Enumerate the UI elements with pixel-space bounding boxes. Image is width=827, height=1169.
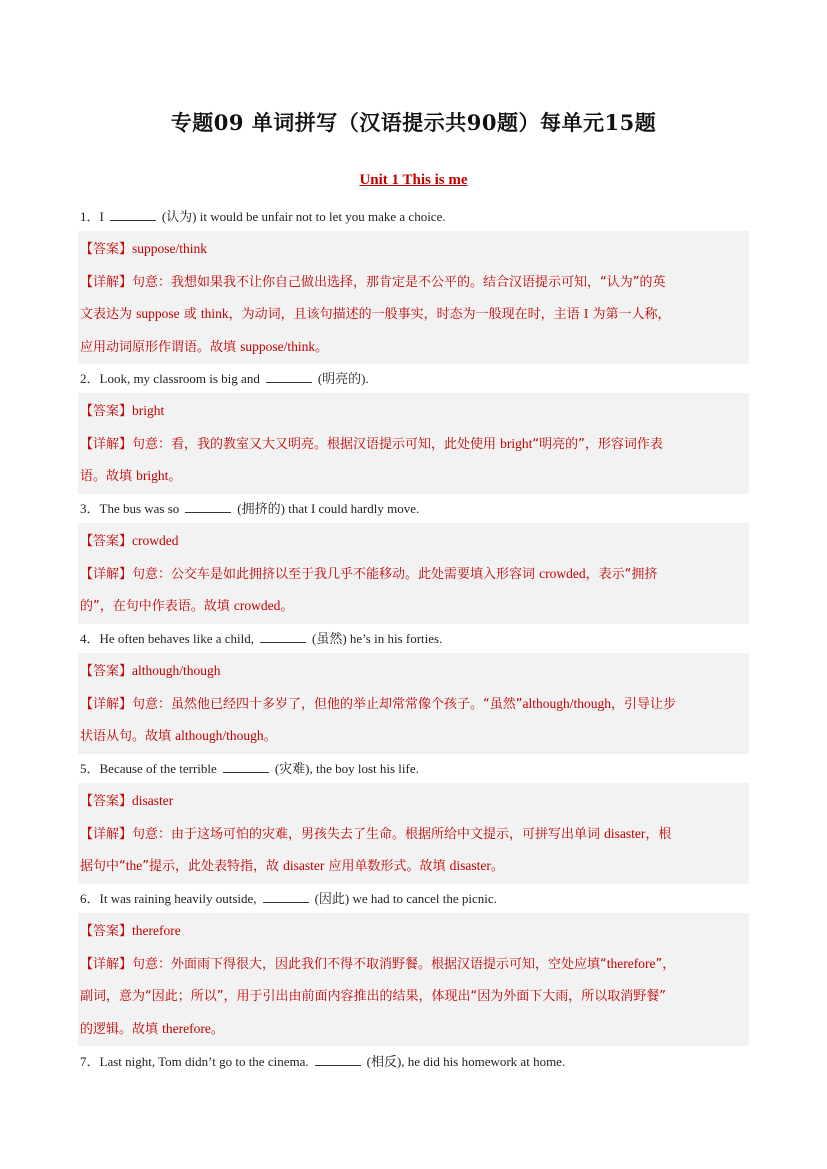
- answer-value: crowded: [132, 533, 179, 548]
- question-stem: [80, 758, 419, 777]
- explanation-text: 的逻辑。故填 therefore。: [80, 1020, 224, 1037]
- unit-heading: Unit 1 This is me: [359, 172, 468, 188]
- answer-value: therefore: [132, 923, 181, 938]
- explanation-label: 【详解】: [80, 956, 133, 972]
- explanation-line: [80, 303, 670, 322]
- page-title: 专题09 单词拼写（汉语提示共90题）每单元15题: [170, 110, 657, 135]
- answer-box: [78, 653, 749, 754]
- answer-label: 【答案】: [80, 404, 133, 419]
- explanation-line: [80, 595, 293, 614]
- explanation-line: [80, 433, 663, 452]
- answer-value: bright: [132, 403, 165, 418]
- answer-blank[interactable]: [315, 1054, 361, 1066]
- explanation-text: 文表达为 suppose 或 think，为动词，且该句描述的一般事实，时态为一般现在时，主语 I 为第一人称，: [80, 306, 671, 322]
- answer-box: [78, 913, 749, 1046]
- explanation-line: [80, 725, 277, 744]
- answer-line: [80, 660, 221, 679]
- explanation-line: [80, 953, 675, 972]
- explanation-line: [80, 985, 666, 1004]
- explanation-text: 状语从句。故填 although/though。: [80, 728, 277, 744]
- question-text: 5．Because of the terrible: [80, 761, 217, 776]
- question-hint: (拥挤的) that I could hardly move.: [237, 501, 420, 516]
- explanation-text: 句意：看，我的教室又大又明亮。根据汉语提示可知，此处使用 bright“明亮的”，形容词作表: [132, 435, 663, 452]
- answer-blank[interactable]: [223, 761, 269, 773]
- explanation-line: [80, 271, 666, 290]
- answer-blank[interactable]: [263, 891, 309, 903]
- explanation-text: 应用动词原形作谓语。故填 suppose/think。: [80, 338, 329, 355]
- explanation-text: 句意：公交车是如此拥挤以至于我几乎不能移动。此处需要填入形容词 crowded，表示“拥挤: [132, 565, 658, 582]
- explanation-line: [80, 693, 676, 712]
- explanation-line: [80, 336, 328, 355]
- question-hint: (明亮的).: [317, 371, 369, 386]
- question-stem: [80, 1051, 565, 1070]
- explanation-text: 的”，在句中作表语。故填 crowded。: [80, 598, 294, 614]
- answer-label: 【答案】: [80, 242, 133, 257]
- answer-box: [78, 523, 749, 624]
- question-hint: (因此) we had to cancel the picnic.: [314, 891, 497, 906]
- question-text: 3．The bus was so: [80, 501, 180, 516]
- question-stem: [80, 888, 497, 907]
- question-text: 1．I: [80, 209, 104, 224]
- explanation-label: 【详解】: [80, 826, 133, 842]
- explanation-text: 副词，意为“因此；所以”，用于引出由前面内容推出的结果，体现出“因为外面下大雨，所以取消野餐”: [80, 989, 666, 1004]
- question-stem: [80, 206, 446, 225]
- question-text: 2．Look, my classroom is big and: [80, 371, 260, 386]
- explanation-label: 【详解】: [80, 436, 133, 452]
- answer-label: 【答案】: [80, 664, 133, 679]
- question-stem: [80, 628, 442, 647]
- explanation-text: 句意：我想如果我不让你自己做出选择，那肯定是不公平的。结合汉语提示可知，“认为”的英: [132, 274, 666, 290]
- explanation-label: 【详解】: [80, 566, 133, 582]
- answer-label: 【答案】: [80, 534, 133, 549]
- answer-label: 【答案】: [80, 924, 133, 939]
- question-stem: [80, 498, 419, 517]
- answer-line: [80, 530, 179, 549]
- question-stem: [80, 368, 369, 387]
- answer-value: although/though: [132, 663, 221, 678]
- explanation-line: [80, 1018, 224, 1037]
- explanation-text: 句意：外面雨下得很大，因此我们不得不取消野餐。根据汉语提示可知，空处应填“therefore”，: [132, 955, 676, 972]
- answer-box: [78, 783, 749, 884]
- answer-blank[interactable]: [110, 209, 156, 221]
- question-text: 6．It was raining heavily outside,: [80, 891, 257, 906]
- explanation-text: 据句中“the”提示，此处表特指，故 disaster 应用单数形式。故填 disaster。: [80, 858, 504, 874]
- explanation-line: [80, 823, 671, 842]
- question-hint: (灾难), the boy lost his life.: [274, 761, 419, 776]
- question-hint: (虽然) he’s in his forties.: [312, 631, 443, 646]
- question-hint: (相反), he did his homework at home.: [366, 1054, 566, 1069]
- answer-line: [80, 400, 164, 419]
- answer-blank[interactable]: [266, 371, 312, 383]
- answer-blank[interactable]: [185, 501, 231, 513]
- answer-blank[interactable]: [260, 631, 306, 643]
- explanation-line: [80, 465, 181, 484]
- explanation-text: 语。故填 bright。: [80, 468, 182, 484]
- answer-line: [80, 920, 181, 939]
- explanation-label: 【详解】: [80, 696, 133, 712]
- answer-value: suppose/think: [132, 241, 208, 256]
- answer-label: 【答案】: [80, 794, 133, 809]
- question-text: 4．He often behaves like a child,: [80, 631, 254, 646]
- question-hint: (认为) it would be unfair not to let you make a choice.: [161, 209, 446, 224]
- explanation-line: [80, 563, 657, 582]
- answer-box: [78, 393, 749, 494]
- answer-value: disaster: [132, 793, 174, 808]
- explanation-text: 句意：虽然他已经四十多岁了，但他的举止却常常像个孩子。“虽然”although/though，引导让步: [132, 695, 677, 712]
- question-text: 7．Last night, Tom didn’t go to the cinema.: [80, 1054, 309, 1069]
- explanation-text: 句意：由于这场可怕的灾难，男孩失去了生命。根据所给中文提示，可拼写出单词 disaster，根: [132, 825, 672, 842]
- explanation-label: 【详解】: [80, 274, 133, 290]
- answer-box: [78, 231, 749, 364]
- answer-line: [80, 790, 173, 809]
- explanation-line: [80, 855, 504, 874]
- answer-line: [80, 238, 207, 257]
